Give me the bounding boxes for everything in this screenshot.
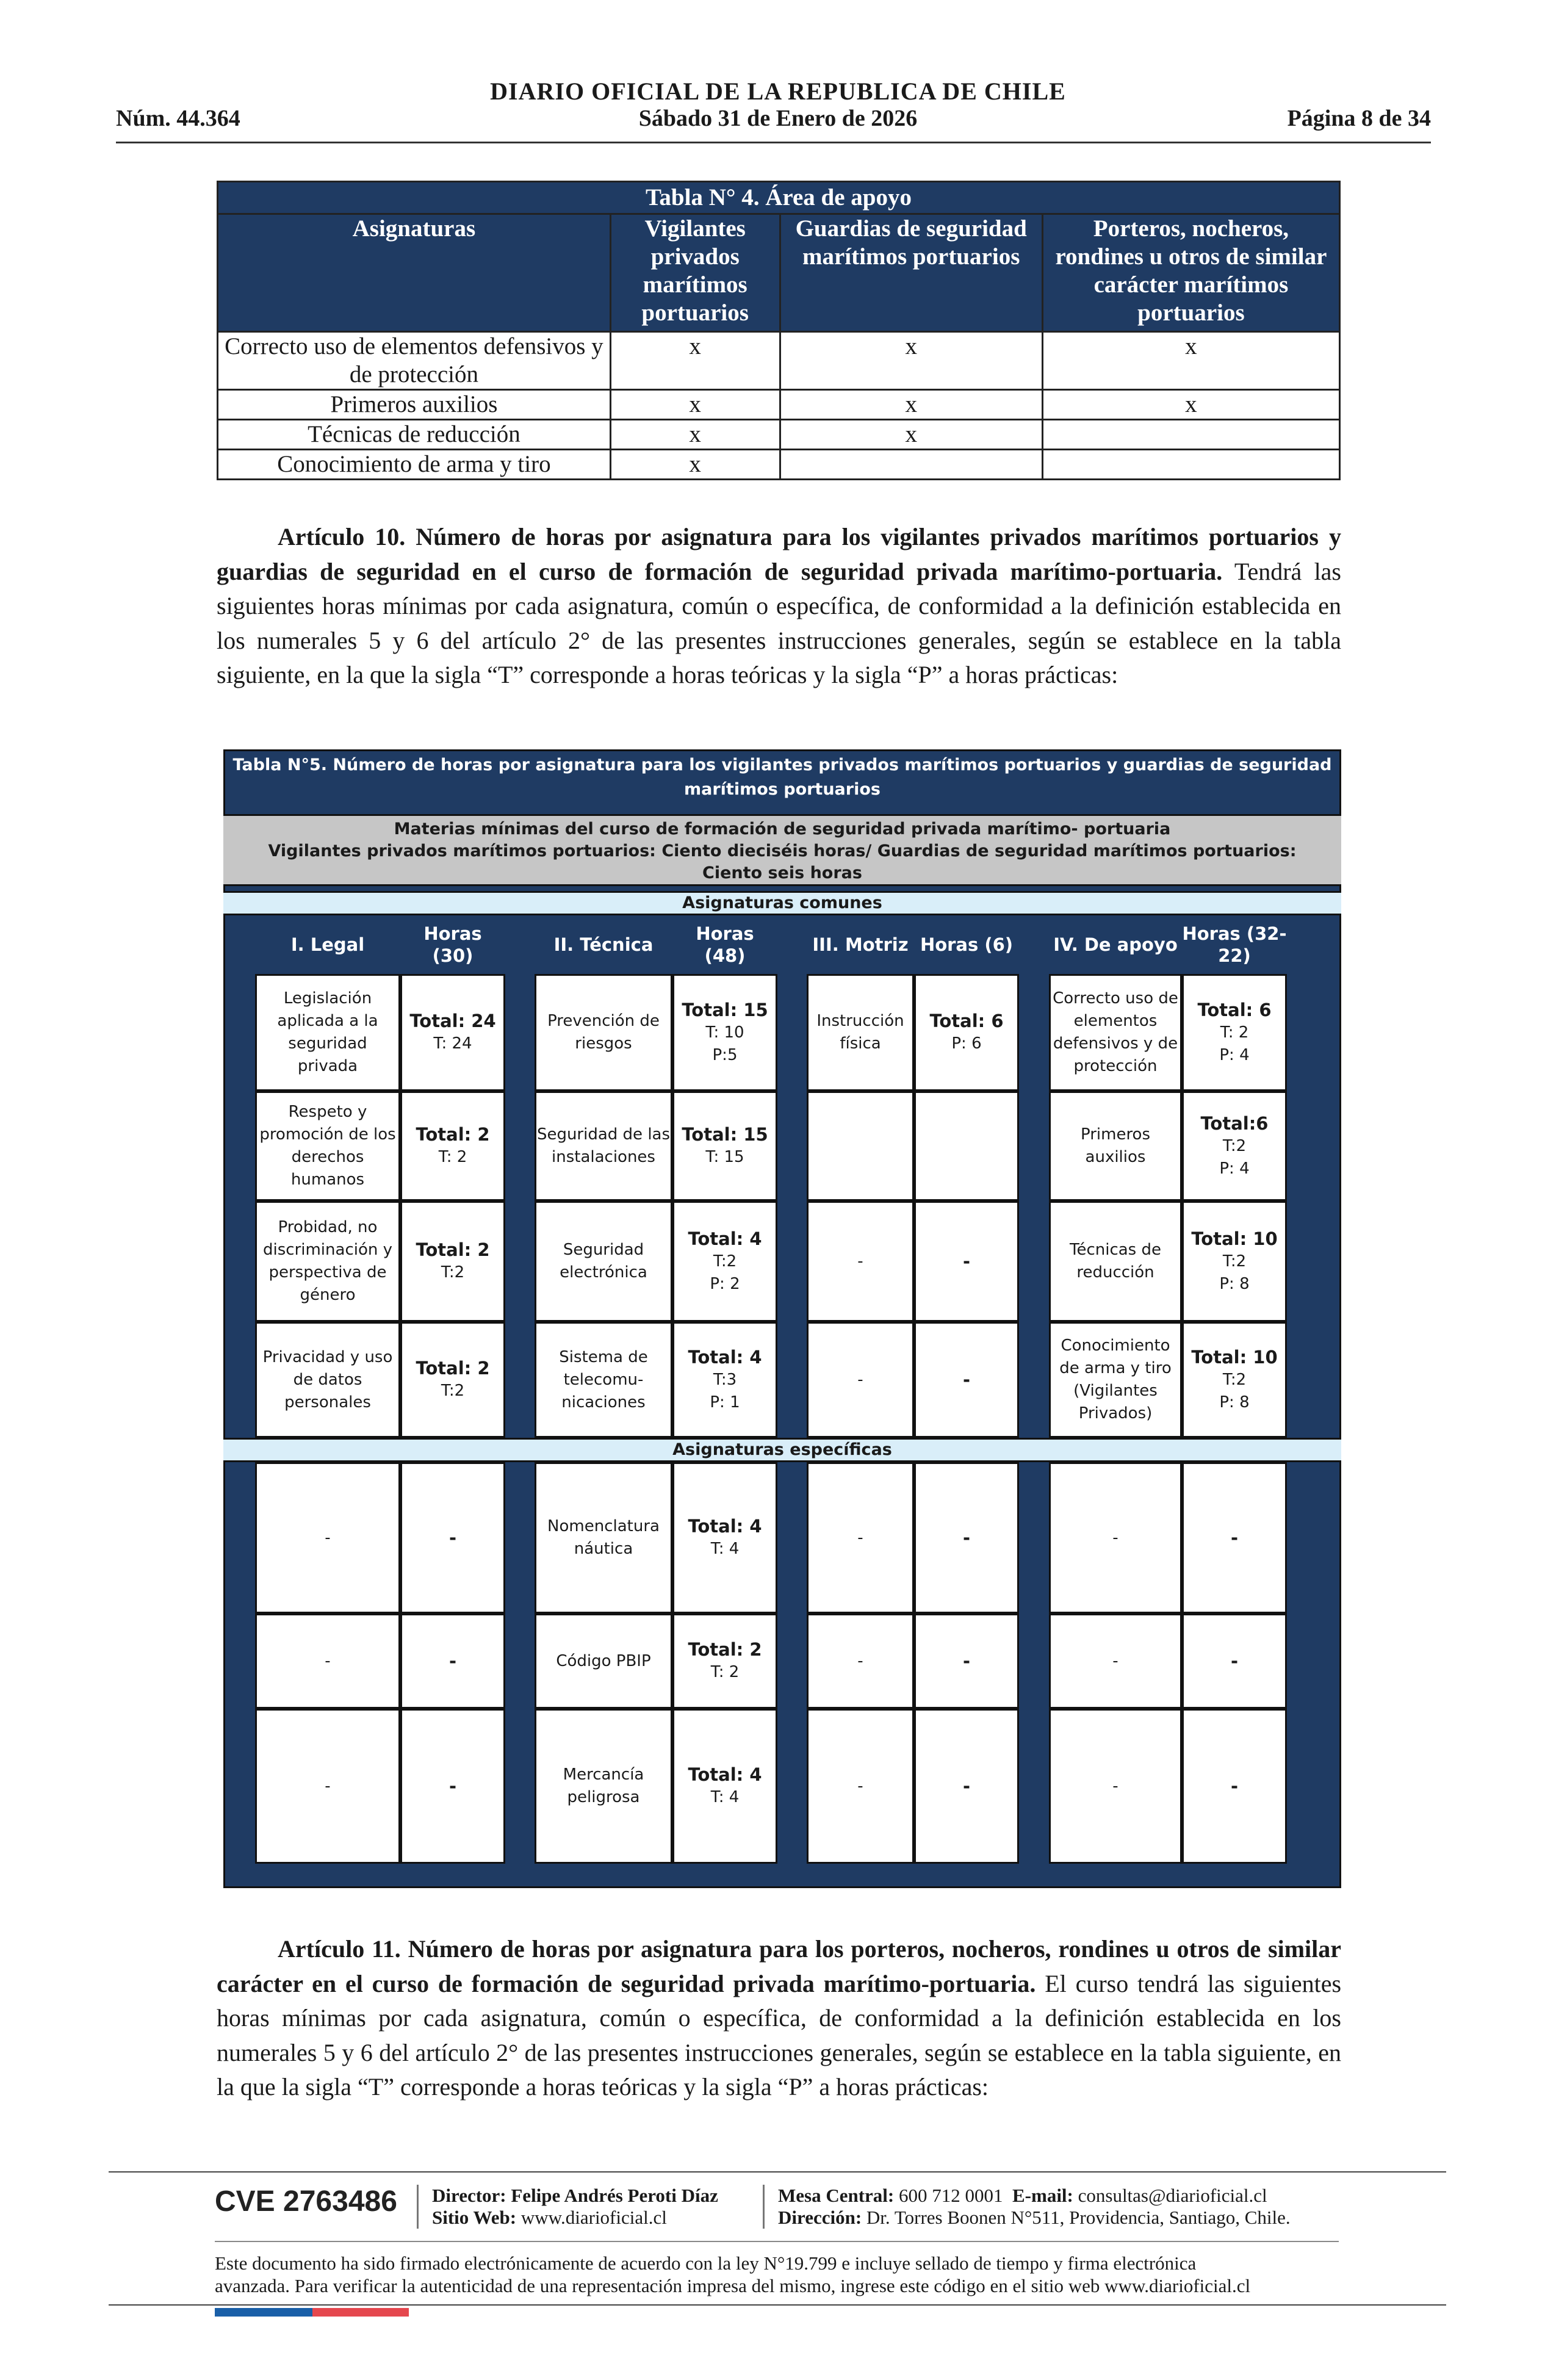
subject-name: Primeros auxilios (1080, 1125, 1151, 1166)
subject-cell (535, 1201, 672, 1322)
subject-name: Correcto uso de elementos defensivos y de protección (1053, 989, 1178, 1075)
flag-stripe-blue (215, 2308, 312, 2317)
hours-detail: T: 2 (710, 1663, 740, 1681)
hours-cell (1182, 1322, 1287, 1438)
hours-total: - (962, 1650, 971, 1671)
hours-detail: T: 4 (710, 1788, 740, 1806)
table-4-mark: x (610, 390, 780, 420)
group-name: IV. De apoyo (1053, 934, 1178, 955)
hours-cell (672, 1091, 777, 1201)
article-11-body: El curso tendrá las siguientes horas mínimas por cada asignatura, común o específica, de conformidad a la definición establecida en los numerales 5 y 6 del artículo 2° de las presentes instrucciones generales, según se establece en la tabla siguiente, en la que la sigla “T” corresponde a horas teóricas y la sigla “P” a horas prácticas: (217, 1969, 1342, 2101)
hours-detail: T: 2 (438, 1148, 467, 1166)
table-4-header-porteros: Porteros, nocheros, rondines u otros de similar carácter marítimos portuarios (1042, 214, 1339, 332)
table-4-mark: x (780, 420, 1042, 450)
article-10-heading: Artículo 10. Número de horas por asignatura para los vigilantes privados marítimos portuarios y guardias de seguridad en el curso de formación de seguridad privada marítimo-portuaria. (217, 523, 1341, 585)
subject-cell (255, 1091, 400, 1201)
table-4-mark: x (610, 450, 780, 480)
address-label: Dirección: (778, 2207, 862, 2228)
hours-cell (672, 1322, 777, 1438)
email-label: E-mail: (1012, 2185, 1073, 2206)
hours-label: Horas (30) (423, 923, 482, 966)
subject-name: Instrucción física (816, 1012, 904, 1053)
table-4-header-guardias: Guardias de seguridad marítimos portuarios (780, 214, 1042, 332)
hours-cell (914, 1614, 1019, 1709)
hours-detail: T:3 (713, 1370, 737, 1389)
hours-total: Total: 4 (688, 1346, 762, 1368)
hours-cell (914, 1462, 1019, 1614)
hours-detail: P:5 (712, 1045, 738, 1064)
hours-cell (400, 974, 505, 1091)
hours-total: - (962, 1527, 971, 1548)
subject-cell (807, 974, 914, 1091)
subject-cell (807, 1614, 914, 1709)
subject-name: - (857, 1776, 863, 1795)
table-5-summary (223, 814, 1341, 886)
article-10-body: Tendrá las siguientes horas mínimas por cada asignatura, común o específica, de conformidad a la definición establecida en los numerales 5 y 6 del artículo 2° de las presentes instrucciones generales, según se establece en la tabla siguiente, en la que la sigla “T” corresponde a horas teóricas y la sigla “P” a horas prácticas: (217, 557, 1341, 688)
subject-cell (807, 1462, 914, 1614)
subject-cell (535, 1322, 672, 1438)
hours-detail: T: 2 (1220, 1023, 1249, 1042)
hours-total: Total: 15 (682, 1124, 768, 1145)
hours-total: Total: 4 (688, 1228, 762, 1249)
table-4-subject: Primeros auxilios (218, 390, 611, 420)
subject-cell (807, 1709, 914, 1864)
subject-name: - (325, 1528, 331, 1547)
table-row (218, 390, 1340, 420)
subject-name: - (857, 1651, 863, 1670)
hours-cell (1182, 1091, 1287, 1201)
hours-total: - (1230, 1527, 1239, 1548)
subject-name: - (857, 1528, 863, 1547)
table-4-subject: Conocimiento de arma y tiro (218, 450, 611, 480)
email-link[interactable]: consultas@diarioficial.cl (1078, 2185, 1267, 2206)
subject-cell (535, 1709, 672, 1864)
hours-header (672, 915, 777, 974)
hours-total: Total: 6 (929, 1011, 1004, 1031)
table-row (218, 420, 1340, 450)
subject-name: Privacidad y uso de datos personales (262, 1347, 393, 1412)
director-label: Director: (432, 2185, 506, 2206)
hours-total: - (962, 1775, 971, 1797)
hours-total: - (448, 1650, 457, 1671)
subject-name: Prevención de riesgos (547, 1012, 660, 1053)
header-divider (116, 142, 1431, 143)
hours-label: Horas (32- 22) (1182, 923, 1287, 966)
hours-detail: T: 15 (705, 1148, 744, 1166)
table-4-mark: x (780, 332, 1042, 390)
director-name: Felipe Andrés Peroti Díaz (511, 2185, 718, 2206)
hours-detail: T:2 (441, 1382, 465, 1400)
hours-detail: T:2 (1222, 1370, 1247, 1389)
subject-cell (255, 1709, 400, 1864)
subject-cell (255, 1322, 400, 1438)
group-name: III. Motriz (812, 934, 909, 955)
band-asignaturas-especificas: Asignaturas específicas (223, 1438, 1341, 1462)
subject-cell (807, 1322, 914, 1438)
hours-detail: P: 1 (710, 1393, 740, 1412)
subject-cell (255, 1614, 400, 1709)
hours-detail: P: 4 (1219, 1045, 1250, 1064)
subject-cell (255, 1201, 400, 1322)
hours-cell (672, 1709, 777, 1864)
subject-cell (1049, 1091, 1182, 1201)
subject-name: Legislación aplicada a la seguridad privada (277, 989, 378, 1075)
footer-divider (109, 2304, 1446, 2306)
table-4 (217, 181, 1341, 480)
hours-total: Total: 24 (409, 1011, 496, 1031)
hours-detail: T:2 (1222, 1136, 1247, 1155)
group-header (255, 915, 400, 974)
hours-total: Total: 10 (1191, 1346, 1278, 1368)
hours-detail: T: 10 (705, 1023, 744, 1042)
hours-cell (400, 1709, 505, 1864)
hours-cell (1182, 974, 1287, 1091)
subject-cell (1049, 1201, 1182, 1322)
footer-legal (215, 2252, 1374, 2297)
hours-cell (914, 974, 1019, 1091)
footer-separator (763, 2185, 765, 2229)
hours-detail: T: 4 (710, 1540, 740, 1558)
subject-name: - (1112, 1528, 1118, 1547)
subject-cell (535, 1614, 672, 1709)
hours-detail: P: 2 (710, 1274, 740, 1293)
hours-cell (672, 1462, 777, 1614)
hours-total: - (448, 1775, 457, 1797)
hours-header (400, 915, 505, 974)
hours-cell (1182, 1709, 1287, 1864)
table-4-mark: x (1042, 332, 1339, 390)
table-4-mark (780, 450, 1042, 480)
flag-stripe-red (312, 2308, 409, 2317)
table-4-header-vigilantes: Vigilantes privados marítimos portuarios (610, 214, 780, 332)
hours-cell (400, 1201, 505, 1322)
subject-name: Técnicas de reducción (1070, 1241, 1161, 1282)
subject-cell (1049, 974, 1182, 1091)
subject-name: Sistema de telecomu- nicaciones (559, 1347, 648, 1412)
table-4-mark: x (610, 332, 780, 390)
hours-total: Total: 10 (1191, 1228, 1278, 1249)
subject-cell (255, 974, 400, 1091)
table-4-subject: Técnicas de reducción (218, 420, 611, 450)
table-4-mark (1042, 450, 1339, 480)
subject-name: - (325, 1651, 331, 1670)
table-4-mark: x (1042, 390, 1339, 420)
footer-contact (778, 2185, 1291, 2229)
hours-total: - (1230, 1650, 1239, 1671)
subject-cell (535, 1091, 672, 1201)
article-11-heading: Artículo 11. Número de horas por asignatura para los porteros, nocheros, rondines u otros de similar carácter en el curso de formación de seguridad privada marítimo-portuaria. (217, 1935, 1341, 1997)
web-link[interactable]: www.diarioficial.cl (520, 2207, 667, 2228)
subject-cell (1049, 1462, 1182, 1614)
subject-name: Mercancía peligrosa (563, 1765, 644, 1806)
hours-cell (1182, 1201, 1287, 1322)
subject-cell (1049, 1322, 1182, 1438)
article-11 (217, 1932, 1341, 2105)
table-4-subject: Correcto uso de elementos defensivos y de protección (218, 332, 611, 390)
table-5-summary-line: Vigilantes privados marítimos portuarios: Ciento dieciséis horas/ Guardias de seguridad marítimos portuarios: (268, 842, 1297, 860)
subject-name: - (857, 1252, 863, 1271)
hours-detail: P: 4 (1219, 1159, 1250, 1178)
hours-total: Total: 2 (416, 1239, 490, 1260)
subject-name: Seguridad de las instalaciones (536, 1125, 671, 1166)
table-5-summary-line: Materias mínimas del curso de formación de seguridad privada marítimo- portuaria (394, 820, 1171, 838)
mesa-phone: 600 712 0001 (899, 2185, 1003, 2206)
subject-name: Seguridad electrónica (560, 1241, 647, 1282)
table-5-summary-line: Ciento seis horas (702, 864, 862, 882)
subject-cell (807, 1091, 914, 1201)
hours-total: Total: 2 (688, 1639, 762, 1660)
hours-total: - (1230, 1775, 1239, 1797)
hours-cell (400, 1614, 505, 1709)
subject-name: Código PBIP (556, 1651, 651, 1670)
hours-cell (1182, 1614, 1287, 1709)
footer-director (432, 2185, 718, 2229)
hours-cell (400, 1462, 505, 1614)
hours-detail: T: 24 (433, 1034, 472, 1053)
subject-name: Probidad, no discriminación y perspectiva de género (263, 1218, 392, 1304)
hours-label: Horas (6) (920, 934, 1014, 955)
legal-line: Este documento ha sido firmado electrónicamente de acuerdo con la ley N°19.799 e incluye sellado de tiempo y firma electrónica (215, 2252, 1197, 2274)
subject-name: Nomenclatura náutica (547, 1517, 660, 1558)
subject-cell (255, 1462, 400, 1614)
table-5-title: Tabla N°5. Número de horas por asignatura para los vigilantes privados marítimos portuarios y guardias de seguridad marítimos portuarios (232, 755, 1332, 799)
article-10 (217, 520, 1341, 693)
hours-header (914, 915, 1019, 974)
table-row (218, 332, 1340, 390)
hours-detail: P: 8 (1219, 1393, 1250, 1412)
subject-name: Conocimiento de arma y tiro (Vigilantes Privados) (1059, 1336, 1172, 1423)
hours-total: Total: 2 (416, 1358, 490, 1379)
hours-cell (672, 1201, 777, 1322)
hours-total: Total: 6 (1197, 999, 1272, 1020)
hours-detail: P: 6 (951, 1034, 982, 1053)
page-number: Página 8 de 34 (1287, 106, 1431, 131)
subject-name: - (325, 1776, 331, 1795)
hours-total: - (448, 1527, 457, 1548)
issue-number: Núm. 44.364 (116, 106, 240, 131)
table-4-mark: x (610, 420, 780, 450)
hours-total: Total: 2 (416, 1124, 490, 1145)
hours-total: - (962, 1250, 971, 1272)
band-asignaturas-comunes: Asignaturas comunes (223, 891, 1341, 915)
hours-cell (400, 1091, 505, 1201)
subject-cell (535, 1462, 672, 1614)
group-header (807, 915, 914, 974)
group-header (535, 915, 672, 974)
table-row (218, 450, 1340, 480)
address: Dr. Torres Boonen N°511, Providencia, Santiago, Chile. (866, 2207, 1291, 2228)
subject-cell (1049, 1709, 1182, 1864)
group-header (1049, 915, 1182, 974)
subject-cell (807, 1201, 914, 1322)
web-label: Sitio Web: (432, 2207, 517, 2228)
footer-divider (215, 2241, 1339, 2242)
issue-date: Sábado 31 de Enero de 2026 (638, 106, 918, 131)
subject-cell (1049, 1614, 1182, 1709)
hours-cell (914, 1091, 1019, 1201)
hours-cell (914, 1709, 1019, 1864)
hours-detail: T:2 (441, 1263, 465, 1282)
subject-name: Respeto y promoción de los derechos humanos (259, 1103, 396, 1189)
hours-detail: T:2 (1222, 1252, 1247, 1271)
newspaper-title: DIARIO OFICIAL DE LA REPUBLICA DE CHILE (490, 78, 1066, 105)
footer-divider (109, 2171, 1446, 2173)
subject-name: - (1112, 1776, 1118, 1795)
hours-detail: P: 8 (1219, 1274, 1250, 1293)
hours-total: Total: 15 (682, 999, 768, 1020)
hours-header (1182, 915, 1287, 974)
hours-total: Total:6 (1200, 1112, 1269, 1134)
hours-cell (672, 974, 777, 1091)
hours-cell (672, 1614, 777, 1709)
table-4-header-asignaturas: Asignaturas (218, 214, 611, 332)
group-name: II. Técnica (553, 934, 654, 955)
table-4-mark (1042, 420, 1339, 450)
table-4-caption: Tabla N° 4. Área de apoyo (218, 182, 1340, 214)
mesa-label: Mesa Central: (778, 2185, 895, 2206)
cve-code: CVE 2763486 (215, 2185, 397, 2218)
hours-total: Total: 4 (688, 1764, 762, 1785)
legal-line: avanzada. Para verificar la autenticidad de una representación impresa del mismo, ingrese este código en el sitio web www.diarioficial.cl (215, 2275, 1251, 2296)
table-4-mark: x (780, 390, 1042, 420)
hours-cell (400, 1322, 505, 1438)
hours-cell (1182, 1462, 1287, 1614)
group-name: I. Legal (290, 934, 365, 955)
subject-name: - (1112, 1651, 1118, 1670)
hours-total: Total: 4 (688, 1516, 762, 1537)
footer-separator (417, 2185, 419, 2229)
subject-cell (535, 974, 672, 1091)
hours-cell (914, 1322, 1019, 1438)
hours-label: Horas (48) (696, 923, 754, 966)
hours-total: - (962, 1369, 971, 1390)
hours-detail: T:2 (713, 1252, 737, 1271)
hours-cell (914, 1201, 1019, 1322)
subject-name: - (857, 1370, 863, 1389)
